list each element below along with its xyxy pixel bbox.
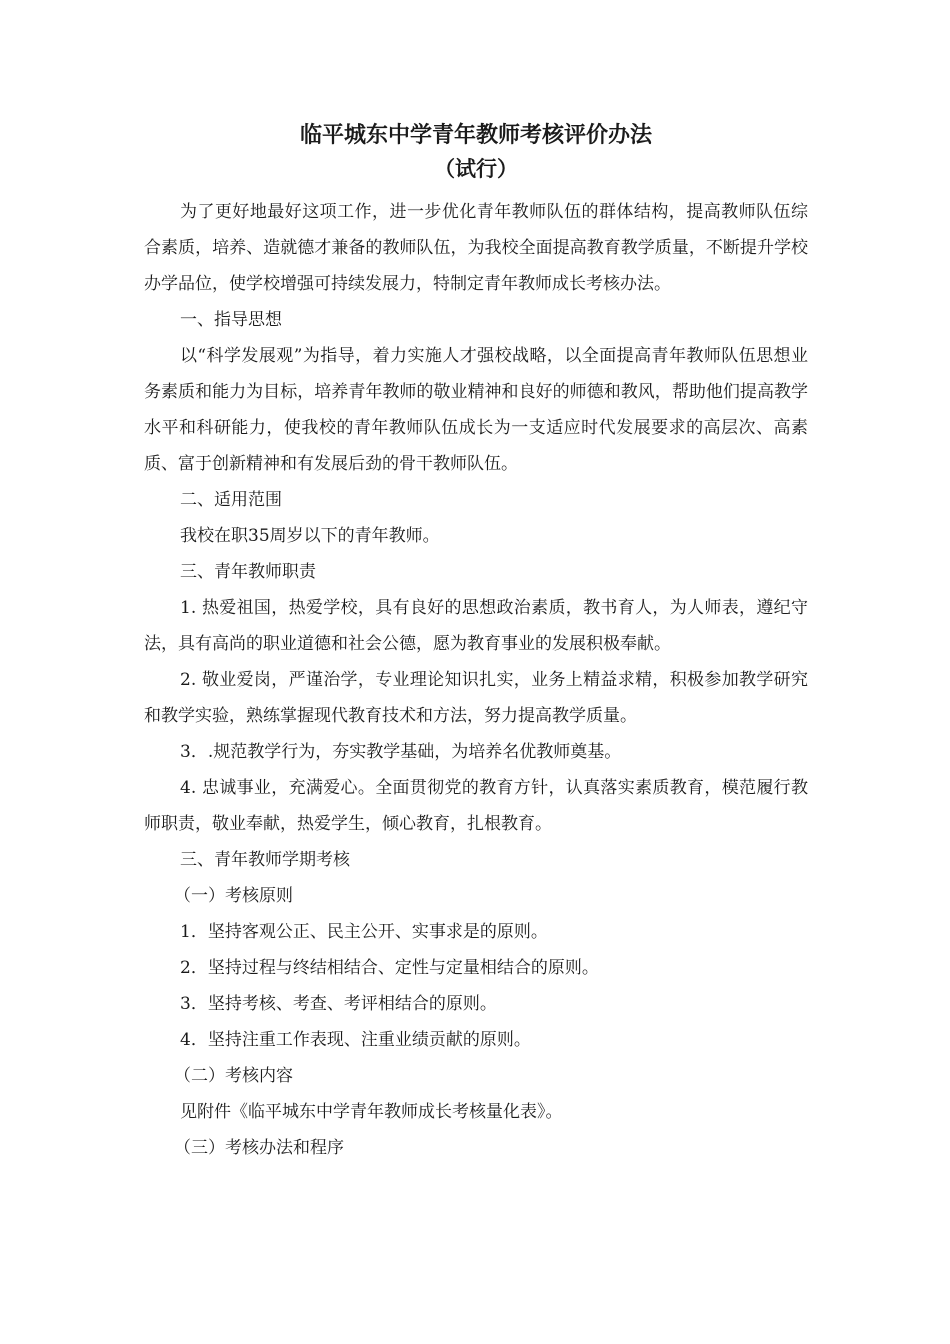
document-subtitle: （试行） xyxy=(434,156,518,181)
document-body xyxy=(144,194,808,1166)
duty-item: 4. 忠诚事业，充满爱心。全面贯彻党的教育方针，认真落实素质教育，模范履行教师职责，敬业奉献，热爱学生，倾心教育，扎根教育。 xyxy=(144,778,808,834)
principle-item: 2．坚持过程与终结相结合、定性与定量相结合的原则。 xyxy=(180,958,599,978)
section-heading-guiding-ideology: 一、指导思想 xyxy=(180,310,282,330)
principle-item: 4．坚持注重工作表现、注重业绩贡献的原则。 xyxy=(180,1030,531,1050)
guiding-ideology-paragraph: 以“科学发展观”为指导，着力实施人才强校战略，以全面提高青年教师队伍思想业务素质和能力为目标，培养青年教师的敬业精神和良好的师德和教风，帮助他们提高教学水平和科研能力，使我校的青年教师队伍成长为一支适应时代发展要求的高层次、高素质、富于创新精神和有发展后劲的骨干教师队伍。 xyxy=(144,346,808,474)
subheading-method: （三）考核办法和程序 xyxy=(174,1138,344,1158)
content-paragraph: 见附件《临平城东中学青年教师成长考核量化表》。 xyxy=(180,1102,563,1122)
principle-item: 3．坚持考核、考查、考评相结合的原则。 xyxy=(180,994,497,1014)
subheading-content: （二）考核内容 xyxy=(174,1066,293,1086)
intro-paragraph: 为了更好地最好这项工作，进一步优化青年教师队伍的群体结构，提高教师队伍综合素质，培养、造就德才兼备的教师队伍，为我校全面提高教育教学质量，不断提升学校办学品位，使学校增强可持续发展力，特制定青年教师成长考核办法。 xyxy=(144,202,808,294)
principle-item: 1．坚持客观公正、民主公开、实事求是的原则。 xyxy=(180,922,548,942)
scope-paragraph: 我校在职35周岁以下的青年教师。 xyxy=(180,526,440,546)
subheading-principles: （一）考核原则 xyxy=(174,886,293,906)
duty-item: 3．.规范教学行为，夯实教学基础，为培养名优教师奠基。 xyxy=(180,742,622,762)
section-heading-scope: 二、适用范围 xyxy=(180,490,282,510)
document-page xyxy=(144,118,808,1166)
section-heading-assessment: 三、青年教师学期考核 xyxy=(180,850,350,870)
section-heading-duties: 三、青年教师职责 xyxy=(180,562,316,582)
duty-item: 1. 热爱祖国，热爱学校，具有良好的思想政治素质，教书育人，为人师表，遵纪守法，具有高尚的职业道德和社会公德，愿为教育事业的发展积极奉献。 xyxy=(144,598,808,654)
duty-item: 2. 敬业爱岗，严谨治学，专业理论知识扎实，业务上精益求精，积极参加教学研究和教学实验，熟练掌握现代教育技术和方法，努力提高教学质量。 xyxy=(144,670,808,726)
document-title: 临平城东中学青年教师考核评价办法 xyxy=(299,122,652,148)
